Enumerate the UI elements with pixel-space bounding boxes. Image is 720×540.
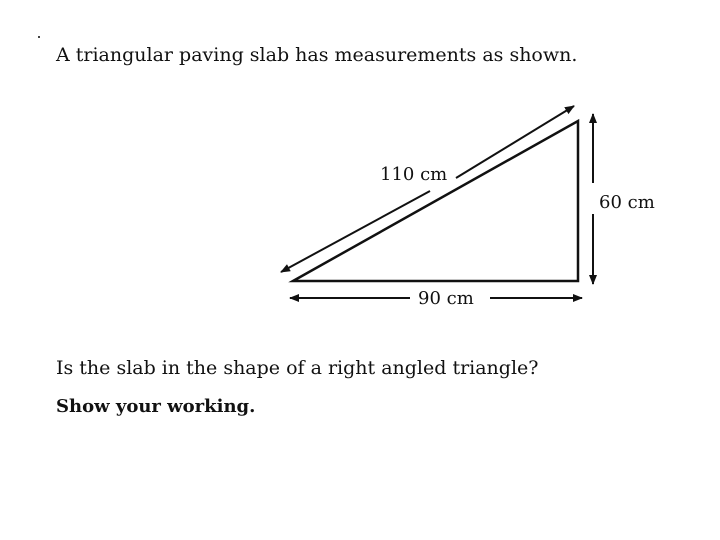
slab-triangle [293, 121, 578, 281]
hypotenuse-label: 110 cm [380, 164, 448, 185]
base-label: 90 cm [418, 288, 474, 309]
intro-text: A triangular paving slab has measurements as shown. [56, 44, 578, 66]
hypotenuse-arrow-upper [456, 106, 574, 178]
question-text: Is the slab in the shape of a right angled triangle? [56, 357, 539, 379]
height-label: 60 cm [599, 192, 655, 213]
hypotenuse-arrow-lower [281, 191, 430, 272]
instruction-text: Show your working. [56, 396, 256, 417]
